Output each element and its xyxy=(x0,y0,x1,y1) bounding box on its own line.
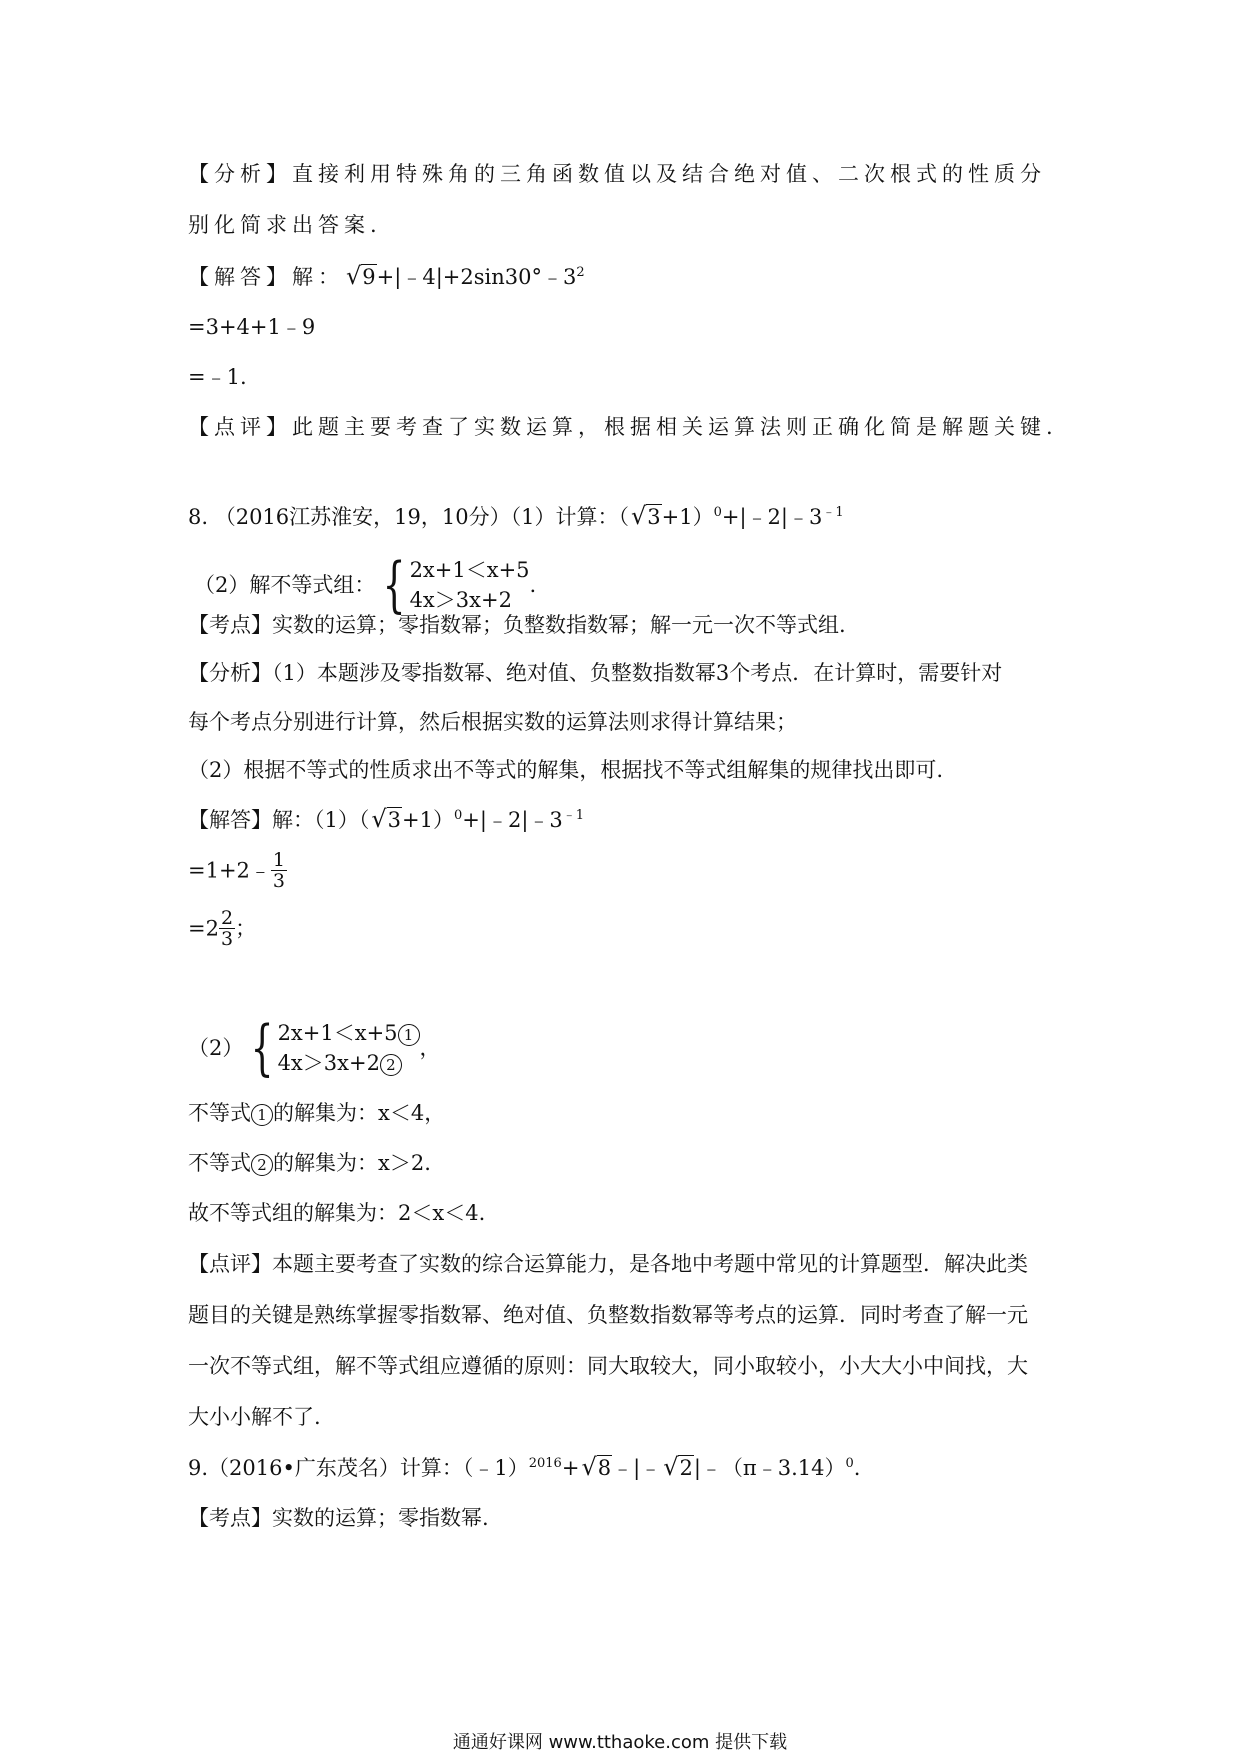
q8-step1 xyxy=(188,850,287,891)
radical: √9 xyxy=(346,262,376,290)
q8-title xyxy=(188,502,844,531)
system-row: 2x+1＜x+5 xyxy=(409,558,530,582)
q9-prefix: 9.（2016•广东茂名）计算：（﹣1） xyxy=(188,1456,529,1480)
circled-number: 1 xyxy=(251,1104,273,1126)
exponent: 0 xyxy=(713,505,722,520)
q9-end: . xyxy=(853,1456,861,1480)
circled-number: 1 xyxy=(398,1024,420,1046)
page-footer: 通通好课网 www.tthaoke.com 提供下载 xyxy=(452,1732,788,1753)
radical: √3 xyxy=(371,805,402,833)
exponent: ﹣1 xyxy=(562,808,585,823)
q8-part2-label: （2）解不等式组： xyxy=(194,573,376,597)
system-row-text: 4x＞3x+2 xyxy=(277,1051,380,1075)
q7-analysis-line1: 【分析】直接利用特殊角的三角函数值以及结合绝对值、二次根式的性质分 xyxy=(188,162,1046,186)
q8-result: 故不等式组的解集为：2＜x＜4. xyxy=(188,1201,486,1225)
exponent: ﹣1 xyxy=(822,505,844,520)
fraction xyxy=(271,850,287,891)
system-row xyxy=(278,1018,420,1048)
q8-analysis-line2: 每个考点分别进行计算，然后根据实数的运算法则求得计算结果； xyxy=(188,710,797,734)
q7-solution-prefix: 【解答】解： xyxy=(188,265,344,289)
q9-plus: + xyxy=(561,1456,580,1480)
q8-ineq1 xyxy=(188,1099,445,1127)
q7-analysis-line2: 别化简求出答案. xyxy=(188,213,382,237)
ineq1-text: 的解集为：x＜4， xyxy=(273,1101,446,1125)
q7-step2: =﹣1. xyxy=(188,365,247,389)
q8-title-prefix: 8. （2016江苏淮安，19，10分）（1）计算：（ xyxy=(188,505,629,529)
q8-title-mid: +|﹣2|﹣3 xyxy=(721,505,823,529)
q8-p2-label: （2） xyxy=(188,1036,244,1060)
q8-analysis-line1: 【分析】（1）本题涉及零指数幂、绝对值、负整数指数幂3个考点．在计算时，需要针对 xyxy=(188,661,1003,685)
radicand: 8 xyxy=(597,1456,612,1480)
q7-step1: =3+4+1﹣9 xyxy=(188,315,316,339)
q8-comment-line3: 一次不等式组，解不等式组应遵循的原则：同大取较大，同小取较小，小大大小中间找，大 xyxy=(188,1354,1028,1378)
circled-number: 2 xyxy=(380,1054,402,1076)
q7-comment: 【点评】此题主要考查了实数运算，根据相关运算法则正确化简是解题关键. xyxy=(188,415,1058,439)
ineq2-text: 的解集为：x＞2. xyxy=(273,1151,431,1175)
system-row-text: 2x+1＜x+5 xyxy=(277,1021,398,1045)
q8-solution-prefix: 【解答】解：（1）（ xyxy=(188,808,370,832)
brace-symbol: { xyxy=(383,550,406,620)
q8-comment-line4: 大小小解不了. xyxy=(188,1405,321,1429)
circled-number: 2 xyxy=(251,1154,273,1176)
radical: √3 xyxy=(630,502,661,530)
exponent: 0 xyxy=(845,1456,854,1471)
denominator: 3 xyxy=(272,870,286,892)
fraction xyxy=(219,908,235,949)
q8-kaodian: 【考点】实数的运算；零指数幂；负整数指数幂；解一元一次不等式组. xyxy=(188,613,846,637)
q8-analysis-line3: （2）根据不等式的性质求出不等式的解集，根据找不等式组解集的规律找出即可. xyxy=(188,758,944,782)
radical: √2 xyxy=(663,1453,693,1481)
system-row: 4x＞3x+2 xyxy=(409,588,512,612)
exponent: 2016 xyxy=(528,1456,562,1471)
q8-step1-prefix: =1+2﹣ xyxy=(188,858,271,883)
radicand: 9 xyxy=(362,265,376,289)
radicand: 2 xyxy=(679,1456,693,1480)
q8-sys-end: . xyxy=(529,573,537,597)
radicand: 3 xyxy=(387,808,402,832)
q8-solution-mid: +|﹣2|﹣3 xyxy=(462,808,563,832)
q8-comment-line2: 题目的关键是熟练掌握零指数幂、绝对值、负整数指数幂等考点的运算．同时考查了解一元 xyxy=(188,1303,1028,1327)
radicand: 3 xyxy=(647,505,661,529)
inequality-system xyxy=(243,1013,419,1083)
q9-after: |﹣（π﹣3.14） xyxy=(693,1456,846,1480)
inequality-system xyxy=(375,550,530,620)
q8-step2-prefix: =2 xyxy=(188,916,219,941)
exponent: 0 xyxy=(454,808,463,823)
q8-title-after: +1） xyxy=(661,505,714,529)
q8-solution-after: +1） xyxy=(402,808,455,832)
q8-part2 xyxy=(194,550,537,620)
q9-mid: ﹣|﹣ xyxy=(612,1456,662,1480)
q8-step2-end: ； xyxy=(235,916,257,941)
ineq1-prefix: 不等式 xyxy=(188,1101,251,1125)
numerator: 1 xyxy=(272,849,286,871)
q8-comment-line1: 【点评】本题主要考查了实数的综合运算能力，是各地中考题中常见的计算题型．解决此类 xyxy=(188,1252,1028,1276)
q8-p2-end: ， xyxy=(419,1036,441,1060)
brace-symbol: { xyxy=(251,1013,274,1083)
radical: √8 xyxy=(581,1453,612,1481)
q9-title xyxy=(188,1453,860,1482)
numerator: 2 xyxy=(220,907,234,929)
q7-solution-mid: +|﹣4|+2sin30°﹣3 xyxy=(376,265,577,289)
q8-ineq2 xyxy=(188,1149,431,1177)
denominator: 3 xyxy=(220,928,234,950)
q9-kaodian: 【考点】实数的运算；零指数幂. xyxy=(188,1506,489,1530)
system-row xyxy=(278,1048,420,1078)
q8-part2-solution xyxy=(188,1013,441,1083)
exponent: 2 xyxy=(576,265,585,280)
q7-solution xyxy=(188,262,585,291)
ineq2-prefix: 不等式 xyxy=(188,1151,251,1175)
q8-step2 xyxy=(188,908,256,949)
q8-solution xyxy=(188,805,584,834)
